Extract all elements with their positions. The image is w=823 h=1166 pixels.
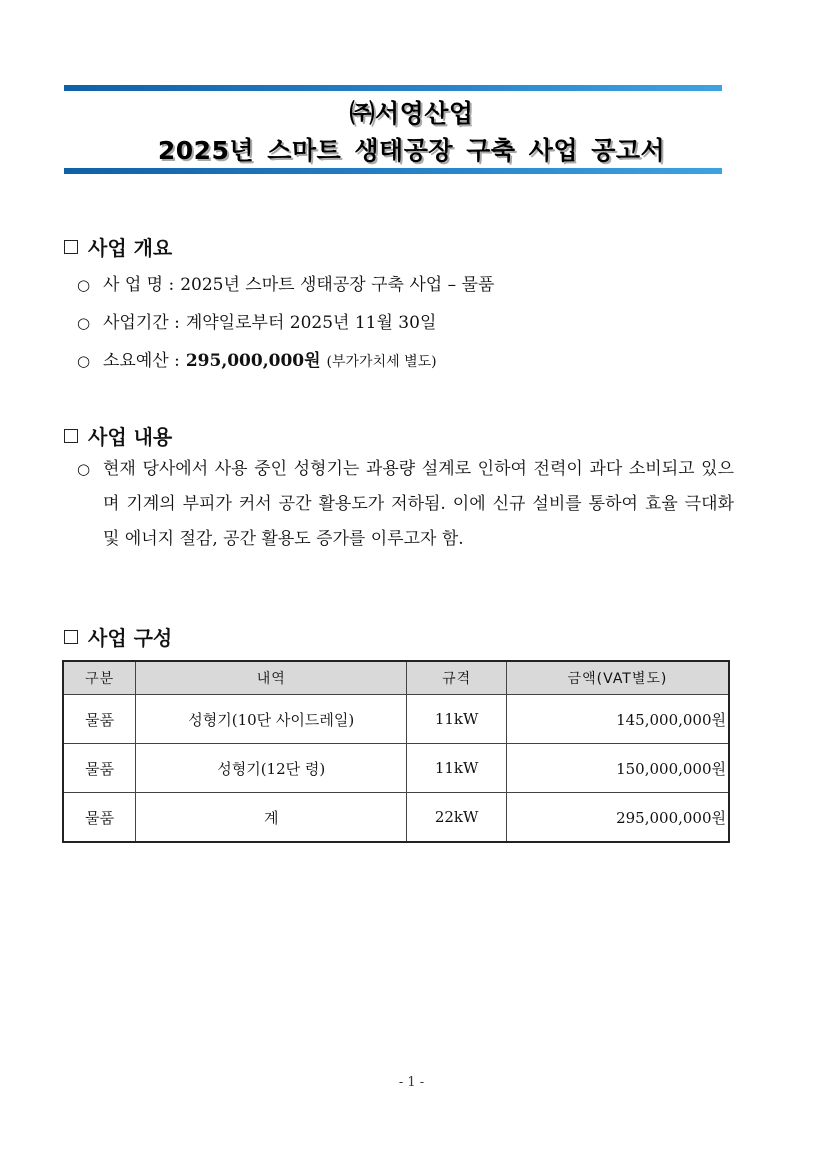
cell-spec: 22kW bbox=[407, 793, 507, 843]
header-spec: 규격 bbox=[407, 661, 507, 695]
cell-details: 계 bbox=[136, 793, 407, 843]
section-overview-title: 사업 개요 bbox=[88, 236, 173, 260]
circle-icon: ○ bbox=[77, 276, 91, 294]
overview-label: 소요예산 : bbox=[103, 351, 180, 371]
overview-value: 계약일로부터 2025년 11월 30일 bbox=[185, 313, 437, 333]
cell-category: 물품 bbox=[63, 744, 136, 793]
title-bottom-bar bbox=[64, 168, 722, 174]
content-text: 현재 당사에서 사용 중인 성형기는 과용량 설계로 인하여 전력이 과다 소비되고 있으며 기계의 부피가 커서 공간 활용도가 저하됨. 이에 신규 설비를 통하여 효율 극대화 및 에너지 절감, 공간 활용도 증가를 이루고자 함. bbox=[103, 459, 734, 549]
section-overview-heading bbox=[64, 232, 172, 261]
table-row bbox=[63, 695, 729, 744]
circle-icon: ○ bbox=[77, 352, 91, 370]
header-details: 내역 bbox=[136, 661, 407, 695]
overview-item-name bbox=[77, 270, 494, 295]
table-header-row bbox=[63, 661, 729, 695]
overview-item-period bbox=[77, 308, 436, 333]
overview-value: 295,000,000원 bbox=[185, 351, 321, 371]
square-icon bbox=[64, 429, 78, 443]
overview-item-budget bbox=[77, 346, 437, 371]
overview-label: 사업기간 : bbox=[103, 313, 180, 333]
cell-spec: 11kW bbox=[407, 695, 507, 744]
cell-spec: 11kW bbox=[407, 744, 507, 793]
cell-category: 물품 bbox=[63, 695, 136, 744]
header-amount: 금액(VAT별도) bbox=[507, 661, 730, 695]
content-paragraph bbox=[77, 452, 734, 557]
section-composition-heading bbox=[64, 622, 172, 651]
section-content-title: 사업 내용 bbox=[88, 425, 173, 449]
cell-details: 성형기(12단 령) bbox=[136, 744, 407, 793]
document-title: 2025년 스마트 생태공장 구축 사업 공고서 bbox=[157, 136, 666, 165]
overview-label: 사 업 명 : bbox=[103, 275, 175, 295]
overview-note: (부가가치세 별도) bbox=[326, 354, 437, 370]
overview-value: 2025년 스마트 생태공장 구축 사업 – 물품 bbox=[180, 275, 495, 295]
section-composition-title: 사업 구성 bbox=[88, 626, 173, 650]
title-top-bar bbox=[64, 85, 722, 91]
square-icon bbox=[64, 630, 78, 644]
table-row bbox=[63, 744, 729, 793]
circle-icon: ○ bbox=[77, 460, 91, 478]
composition-table bbox=[62, 660, 730, 843]
cell-details: 성형기(10단 사이드레일) bbox=[136, 695, 407, 744]
circle-icon: ○ bbox=[77, 314, 91, 332]
cell-amount: 145,000,000원 bbox=[507, 695, 730, 744]
page-number: - 1 - bbox=[398, 1075, 425, 1090]
cell-category: 물품 bbox=[63, 793, 136, 843]
section-content-heading bbox=[64, 421, 172, 450]
table-row bbox=[63, 793, 729, 843]
header-category: 구분 bbox=[63, 661, 136, 695]
square-icon bbox=[64, 240, 78, 254]
cell-amount: 150,000,000원 bbox=[507, 744, 730, 793]
cell-amount: 295,000,000원 bbox=[507, 793, 730, 843]
company-name: ㈜서영산업 bbox=[349, 99, 474, 128]
